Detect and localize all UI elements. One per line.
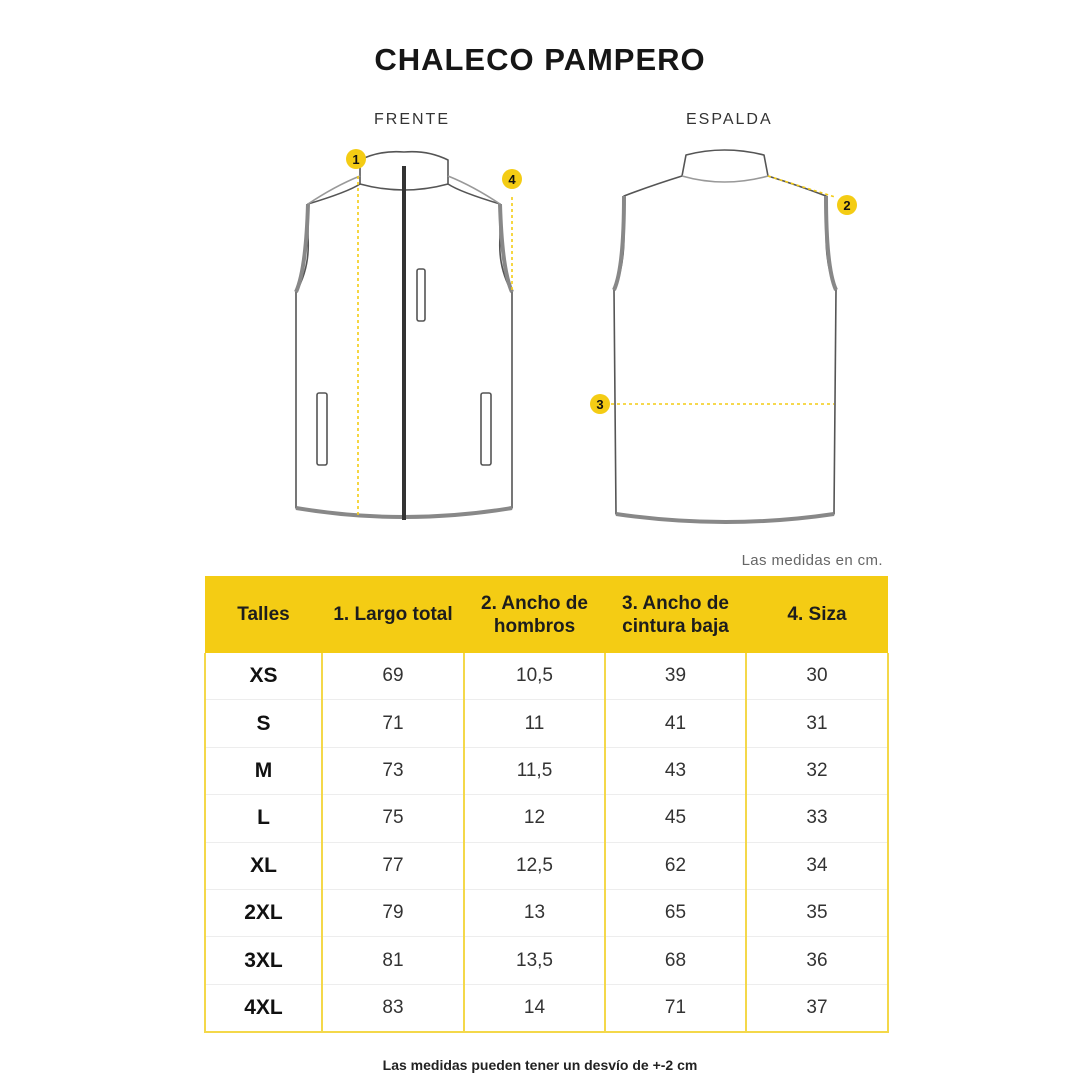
table-header-row [205,576,888,653]
cintura-cell: 39 [605,653,746,700]
size-cell: XL [205,842,322,889]
hombros-cell: 11 [464,700,605,747]
siza-cell: 30 [746,653,888,700]
largo-cell: 75 [322,795,464,842]
back-view-label: ESPALDA [686,111,773,128]
siza-cell: 31 [746,700,888,747]
hombros-cell: 13 [464,889,605,936]
footnote: Las medidas pueden tener un desvío de +-2 cm [382,1057,698,1073]
largo-cell: 69 [322,653,464,700]
largo-cell: 71 [322,700,464,747]
marker-3 [590,394,610,414]
size-cell: S [205,700,322,747]
marker-4-label: 4 [508,172,516,187]
unit-note: Las medidas en cm. [741,552,883,569]
siza-cell: 34 [746,842,888,889]
table-row [205,984,888,1032]
cintura-cell: 62 [605,842,746,889]
largo-cell: 73 [322,747,464,794]
hombros-cell: 10,5 [464,653,605,700]
marker-1 [346,149,366,169]
vest-back-drawing [614,150,836,522]
table-row [205,795,888,842]
largo-cell: 77 [322,842,464,889]
marker-2 [837,195,857,215]
marker-1-label: 1 [352,152,360,167]
marker-4 [502,169,522,189]
size-cell: 3XL [205,937,322,984]
size-cell: 4XL [205,984,322,1032]
cintura-cell: 71 [605,984,746,1032]
table-row [205,653,888,700]
siza-cell: 37 [746,984,888,1032]
header-ancho-hombros: 2. Ancho de hombros [464,576,605,653]
size-cell: 2XL [205,889,322,936]
cintura-cell: 45 [605,795,746,842]
hombros-cell: 13,5 [464,937,605,984]
hombros-cell: 12,5 [464,842,605,889]
table-row [205,889,888,936]
size-table [204,576,889,1033]
size-cell: M [205,747,322,794]
table-row [205,842,888,889]
largo-cell: 83 [322,984,464,1032]
table-row [205,937,888,984]
marker-3-label: 3 [596,397,604,412]
hombros-cell: 11,5 [464,747,605,794]
siza-cell: 33 [746,795,888,842]
size-cell: L [205,795,322,842]
siza-cell: 36 [746,937,888,984]
cintura-cell: 43 [605,747,746,794]
size-cell: XS [205,653,322,700]
front-view-label: FRENTE [374,111,450,128]
siza-cell: 35 [746,889,888,936]
table-row [205,700,888,747]
page-title: CHALECO PAMPERO [374,42,706,77]
header-largo-total: 1. Largo total [322,576,464,653]
cintura-cell: 68 [605,937,746,984]
header-ancho-cintura: 3. Ancho de cintura baja [605,576,746,653]
hombros-cell: 14 [464,984,605,1032]
hombros-cell: 12 [464,795,605,842]
siza-cell: 32 [746,747,888,794]
cintura-cell: 41 [605,700,746,747]
table-row [205,747,888,794]
header-talles: Talles [205,576,322,653]
largo-cell: 79 [322,889,464,936]
cintura-cell: 65 [605,889,746,936]
header-siza: 4. Siza [746,576,888,653]
marker-2-label: 2 [843,198,851,213]
largo-cell: 81 [322,937,464,984]
